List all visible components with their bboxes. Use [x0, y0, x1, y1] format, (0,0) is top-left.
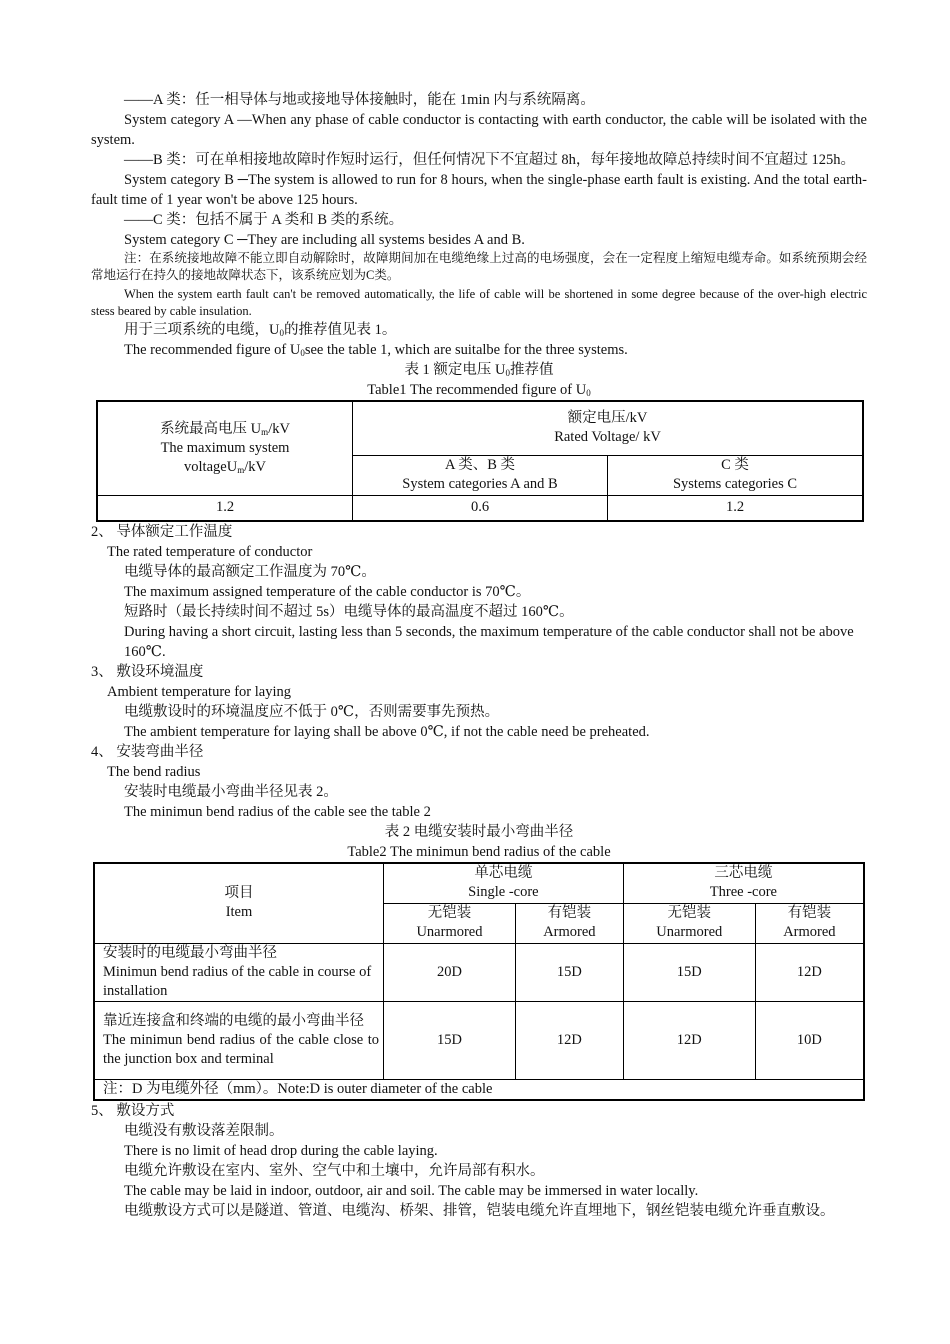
table1-caption-cn: 表 1 额定电压 $U_0$推荐值: [404, 362, 554, 378]
s4-title: 4、 安装弯曲半径: [91, 744, 204, 760]
t2-cell: 20D: [384, 943, 516, 1001]
table2: [93, 862, 865, 1101]
s5-line1-en: There is no limit of head drop during the cable laying.: [124, 1142, 438, 1159]
t2-cell: 12D: [515, 1001, 623, 1079]
t1-header-rated: 额定电压/kV Rated Voltage/ kV: [353, 401, 864, 455]
category-a-cn: ——A 类：任一相导体与地或接地导体接触时，能在 1min 内与系统隔离。: [124, 92, 595, 108]
s2-line1-cn: 电缆导体的最高额定工作温度为 70℃。: [124, 564, 376, 580]
table-row: [94, 1001, 864, 1079]
t1-cell: 0.6: [353, 495, 608, 521]
t2-cell: 15D: [384, 1001, 516, 1079]
category-c-en: System category C ─They are including all systems besides A and B.: [124, 232, 525, 248]
table-row: [97, 495, 863, 521]
s5-line1-cn: 电缆没有敷设落差限制。: [124, 1122, 284, 1139]
s5-line2-en: The cable may be laid in indoor, outdoor, air and soil. The cable may be immersed in water locally.: [124, 1182, 699, 1199]
t2-header-unarmored: 无铠装 Unarmored: [623, 903, 755, 943]
s2-line2-en: During having a short circuit, lasting less than 5 seconds, the maximum temperature of the cable conductor shall not be above 160℃.: [124, 624, 854, 660]
t2-header-item: 项目 Item: [94, 863, 384, 943]
s2-title: 2、 导体额定工作温度: [91, 524, 233, 540]
t2-row2-label: 靠近连接盒和终端的电缆的最小弯曲半径 The minimun bend radius of the cable close to the junction box and terminal: [94, 1001, 384, 1079]
note-en: When the system earth fault can't be removed automatically, the life of cable will be shortened in some degree because of the over-high electric stess beared by cable insulation.: [91, 287, 867, 318]
s3-title-en: Ambient temperature for laying: [107, 684, 292, 700]
t2-header-unarmored: 无铠装 Unarmored: [384, 903, 516, 943]
t1-header-c: C 类 Systems categories C: [608, 455, 864, 495]
category-b-cn: ——B 类：可在单相接地故障时作短时运行，但任何情况下不宜超过 8h，每年接地故障总持续时间不宜超过 125h。: [124, 152, 856, 168]
s2-line1-en: The maximum assigned temperature of the cable conductor is 70℃。: [124, 584, 531, 600]
s3-title: 3、 敷设环境温度: [91, 664, 204, 680]
s4-title-en: The bend radius: [107, 764, 201, 780]
t2-header-single: 单芯电缆 Single -core: [384, 863, 624, 903]
t2-note: 注：D 为电缆外径（mm）。Note:D is outer diameter of the cable: [94, 1079, 864, 1100]
t2-cell: 15D: [623, 943, 755, 1001]
s4-line1-en: The minimun bend radius of the cable see the table 2: [124, 804, 431, 820]
t1-header-max-voltage: 系统最高电压 $U_m/kV$ The maximum system voltageU$_m$/kV: [97, 401, 353, 495]
u0-en: The recommended figure of $U_0see$ the table 1, which are suitalbe for the three systems.: [124, 342, 628, 358]
t1-cell: 1.2: [97, 495, 353, 521]
s2-title-en: The rated temperature of conductor: [107, 544, 313, 560]
table1: [96, 400, 864, 522]
s5-line3-cn: 电缆敷设方式可以是隧道、管道、电缆沟、桥架、排管，铠装电缆允许直埋地下，钢丝铠装电缆允许垂直敷设。: [124, 1202, 835, 1219]
u0-cn: 用于三项系统的电缆，$U_0$的推荐值见表 1。: [124, 322, 397, 338]
s5-title: 5、 敷设方式: [91, 1102, 175, 1119]
t2-header-armored: 有铠装 Armored: [515, 903, 623, 943]
t2-cell: 10D: [755, 1001, 864, 1079]
t2-cell: 15D: [515, 943, 623, 1001]
table2-caption-en: Table2 The minimun bend radius of the cable: [347, 844, 611, 860]
s4-line1-cn: 安装时电缆最小弯曲半径见表 2。: [124, 784, 338, 800]
t2-cell: 12D: [623, 1001, 755, 1079]
category-a-en: System category A —When any phase of cable conductor is contacting with earth conductor, the cable will be isolated with the system.: [91, 112, 867, 148]
document-page: [91, 90, 867, 1221]
t2-row1-label: 安装时的电缆最小弯曲半径 Minimun bend radius of the cable in course of installation: [94, 943, 384, 1001]
table2-caption-cn: 表 2 电缆安装时最小弯曲半径: [384, 824, 574, 840]
t1-cell: 1.2: [608, 495, 864, 521]
t2-header-armored: 有铠装 Armored: [755, 903, 864, 943]
category-c-cn: ——C 类：包括不属于 A 类和 B 类的系统。: [124, 212, 404, 228]
note-cn: 注：在系统接地故障不能立即自动解除时，故障期间加在电缆绝缘上过高的电场强度，会在一定程度上缩短电缆寿命。如系统预期会经常地运行在持久的接地故障状态下，该系统应划为C类。: [91, 251, 867, 282]
category-b-en: System category B ─The system is allowed to run for 8 hours, when the single-phase earth fault is existing. And the total earth-fault time of 1 year won't be above 125 hours.: [91, 172, 867, 208]
s3-line1-cn: 电缆敷设时的环境温度应不低于 0℃，否则需要事先预热。: [124, 704, 500, 720]
t1-header-ab: A 类、B 类 System categories A and B: [353, 455, 608, 495]
s2-line2-cn: 短路时（最长持续时间不超过 5s）电缆导体的最高温度不超过 160℃。: [124, 604, 574, 620]
table1-caption-en: Table1 The recommended figure of $U_0$: [367, 382, 591, 398]
t2-cell: 12D: [755, 943, 864, 1001]
table-row: [94, 943, 864, 1001]
t2-header-three: 三芯电缆 Three -core: [623, 863, 864, 903]
s5-line2-cn: 电缆允许敷设在室内、室外、空气中和土壤中，允许局部有积水。: [124, 1162, 545, 1179]
s3-line1-en: The ambient temperature for laying shall be above 0℃, if not the cable need be preheated.: [124, 724, 650, 740]
